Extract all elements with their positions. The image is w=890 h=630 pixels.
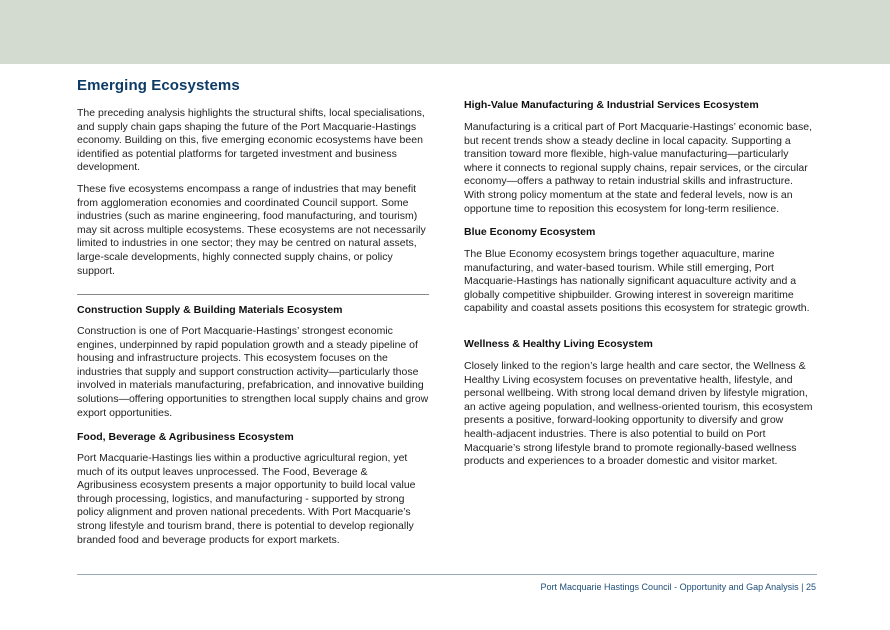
page-footer: Port Macquarie Hastings Council - Opportunity and Gap Analysis | 25 [540, 582, 816, 592]
manufacturing-paragraph: Manufacturing is a critical part of Port Macquarie-Hastings’ economic base, but recent trends show a steady decline in local capacity. Supporting a transition toward more flexible, high-value manufacturing—particularly where it connects to regional supply chains, repair services, or the circular economy—offers a pathway to retain industrial skills and infrastructure. With strong policy momentum at the state and federal levels, now is an opportune time to reposition this ecosystem for long-term resilience. [464, 121, 813, 215]
blue-economy-heading: Blue Economy Ecosystem [464, 226, 596, 238]
wellness-paragraph: Closely linked to the region’s large health and care sector, the Wellness & Healthy Living ecosystem focuses on preventative health, lifestyle, and personal wellbeing. With strong local demand driven by lifestyle migration, an active ageing population, and wellness-oriented tourism, this ecosystem presents a positive, forward-looking opportunity to diversify and grow health-adjacent industries. There is also potential to build on Port Macquarie’s strong lifestyle brand to promote regionally-based wellness products and experiences to a broader domestic and visitor market. [464, 360, 813, 468]
intro-paragraph-1: The preceding analysis highlights the structural shifts, local specialisations, and supply chain gaps shaping the future of the Port Macquarie-Hastings economy. Building on this, five emerging economic ecosystems have been identified as potential platforms for targeted investment and business development. [77, 107, 425, 174]
construction-paragraph: Construction is one of Port Macquarie-Hastings’ strongest economic engines, underpinned by rapid population growth and a steady pipeline of housing and infrastructure projects. This ecosystem focuses on the industries that supply and support construction activity—particularly those involved in materials manufacturing, prefabrication, and innovative building solutions—offering opportunities to strengthen local supply chains and grow export opportunities. [77, 325, 429, 419]
wellness-heading: Wellness & Healthy Living Ecosystem [464, 338, 653, 350]
footer-rule [77, 574, 817, 575]
manufacturing-heading: High-Value Manufacturing & Industrial Services Ecosystem [464, 99, 759, 111]
food-heading: Food, Beverage & Agribusiness Ecosystem [77, 431, 294, 443]
food-paragraph: Port Macquarie-Hastings lies within a productive agricultural region, yet much of its output leaves unprocessed. The Food, Beverage & Agribusiness ecosystem presents a major opportunity to build local value through processing, logistics, and manufacturing - supported by strong policy alignment and proven national precedents. With Port Macquarie’s strong lifestyle and tourism brand, there is potential to develop regionally branded food and beverage products for export markets. [77, 452, 416, 546]
blue-economy-paragraph: The Blue Economy ecosystem brings together aquaculture, marine manufacturing, and water-based tourism. While still emerging, Port Macquarie-Hastings has nationally significant aquaculture activity and a globally competitive shipbuilder. Growing interest in sovereign maritime capability and coastal assets positions this ecosystem for strategic growth. [464, 248, 810, 315]
section-divider [77, 294, 429, 295]
intro-paragraph-2: These five ecosystems encompass a range of industries that may benefit from agglomeration economies and coordinated Council support. Some industries (such as marine engineering, food manufacturing, and tourism) may sit across multiple ecosystems. These ecosystems are not necessarily limited to industries in one sector; they may be centred on natural assets, large-scale developments, highly connected supply chains, or policy support. [77, 183, 426, 277]
header-band [0, 0, 890, 64]
construction-heading: Construction Supply & Building Materials Ecosystem [77, 304, 343, 316]
page-title: Emerging Ecosystems [77, 77, 240, 94]
